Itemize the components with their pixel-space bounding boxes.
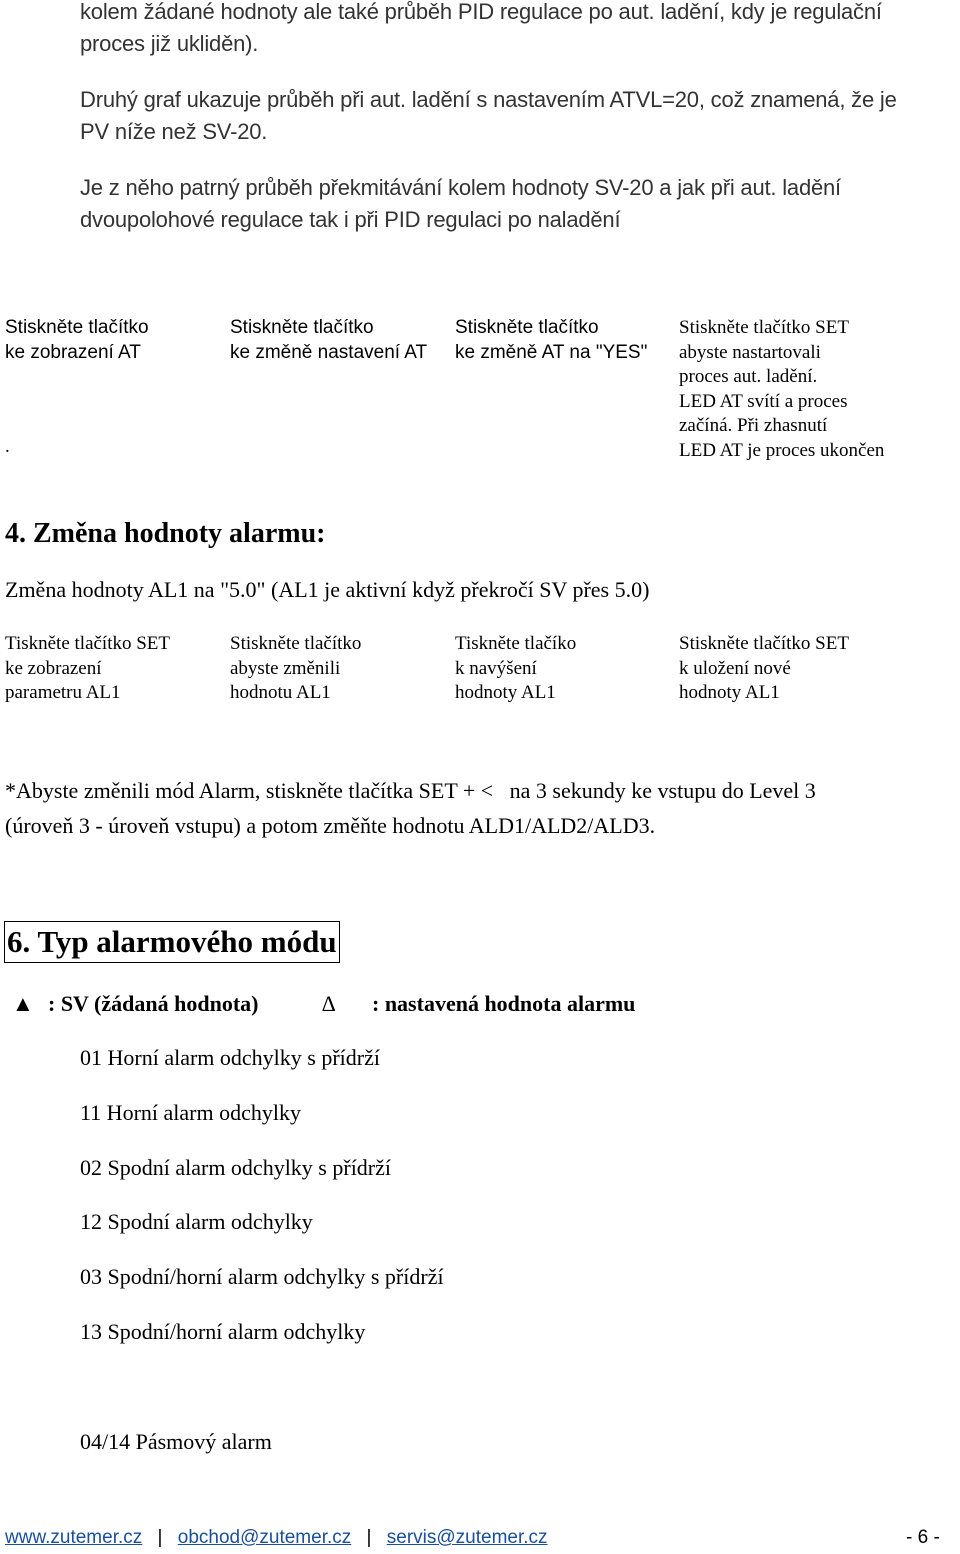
alarm-step-2: Stiskněte tlačítko abyste změnili hodnotu AL1 xyxy=(230,633,362,703)
alarm-delta-icon: ∆ xyxy=(322,991,336,1016)
section-4-subtitle: Změna hodnoty AL1 na "5.0" (AL1 je aktivní když překročí SV přes 5.0) xyxy=(5,577,650,602)
intro-line-1: kolem žádané hodnoty ale také průběh PID regulace po aut. ladění, kdy je regulační xyxy=(80,0,882,24)
note-line-1: *Abyste změnili mód Alarm, stiskněte tlačítka SET + < na 3 sekundy ke vstupu do Level 3 xyxy=(5,778,816,803)
stray-dot: . xyxy=(5,436,10,457)
at-step-1: Stiskněte tlačítko ke zobrazení AT xyxy=(5,317,149,363)
section-4-heading: 4. Změna hodnoty alarmu: xyxy=(5,518,326,549)
alarm-mode-item: 03 Spodní/horní alarm odchylky s přídrží xyxy=(80,1264,444,1289)
page-number: - 6 - xyxy=(906,1527,940,1548)
intro-line-4: PV níže než SV-20. xyxy=(80,119,268,144)
footer-separator: | xyxy=(366,1527,372,1548)
at-step-2: Stiskněte tlačítko ke změně nastavení AT xyxy=(230,317,428,363)
intro-line-2: proces již ukliděn). xyxy=(80,31,259,56)
at-step-3: Stiskněte tlačítko ke změně AT na "YES" xyxy=(455,317,648,363)
section-6-heading: 6. Typ alarmového módu xyxy=(4,921,340,963)
footer xyxy=(5,1527,548,1549)
sv-triangle-icon: ▲ xyxy=(12,991,34,1016)
alarm-step-1: Tiskněte tlačítko SET ke zobrazení parametru AL1 xyxy=(5,633,171,703)
note-line-2: (úroveň 3 - úroveň vstupu) a potom změňte hodnotu ALD1/ALD2/ALD3. xyxy=(5,813,656,838)
footer-web-link[interactable]: www.zutemer.cz xyxy=(5,1527,143,1548)
alarm-mode-item: 13 Spodní/horní alarm odchylky xyxy=(80,1319,366,1344)
footer-email-servis-link[interactable]: servis@zutemer.cz xyxy=(386,1527,548,1548)
alarm-mode-item: 02 Spodní alarm odchylky s přídrží xyxy=(80,1155,392,1180)
alarm-step-4: Stiskněte tlačítko SET k uložení nové hodnoty AL1 xyxy=(679,633,849,703)
alarm-step-3: Tiskněte tlačíko k navýšení hodnoty AL1 xyxy=(455,633,577,703)
intro-line-3: Druhý graf ukazuje průběh při aut. ladění s nastavením ATVL=20, což znamená, že je xyxy=(80,87,897,112)
alarm-mode-item: 11 Horní alarm odchylky xyxy=(80,1100,301,1125)
legend-sv-text: : SV (žádaná hodnota) xyxy=(48,991,259,1016)
intro-line-6: dvoupolohové regulace tak i při PID regulaci po naladění xyxy=(80,207,621,232)
intro-line-5: Je z něho patrný průběh překmitávání kolem hodnoty SV-20 a jak při aut. ladění xyxy=(80,175,841,200)
footer-email-obchod-link[interactable]: obchod@zutemer.cz xyxy=(177,1527,352,1548)
alarm-mode-item: 04/14 Pásmový alarm xyxy=(80,1429,272,1454)
alarm-mode-item: 12 Spodní alarm odchylky xyxy=(80,1209,313,1234)
footer-separator: | xyxy=(157,1527,163,1548)
at-step-4: Stiskněte tlačítko SET abyste nastartovali proces aut. ladění. LED AT svítí a proces začíná. Při zhasnutí LED AT je proces ukončen xyxy=(679,317,885,461)
legend-alarm-text: : nastavená hodnota alarmu xyxy=(372,991,636,1016)
alarm-mode-item: 01 Horní alarm odchylky s přídrží xyxy=(80,1045,380,1070)
